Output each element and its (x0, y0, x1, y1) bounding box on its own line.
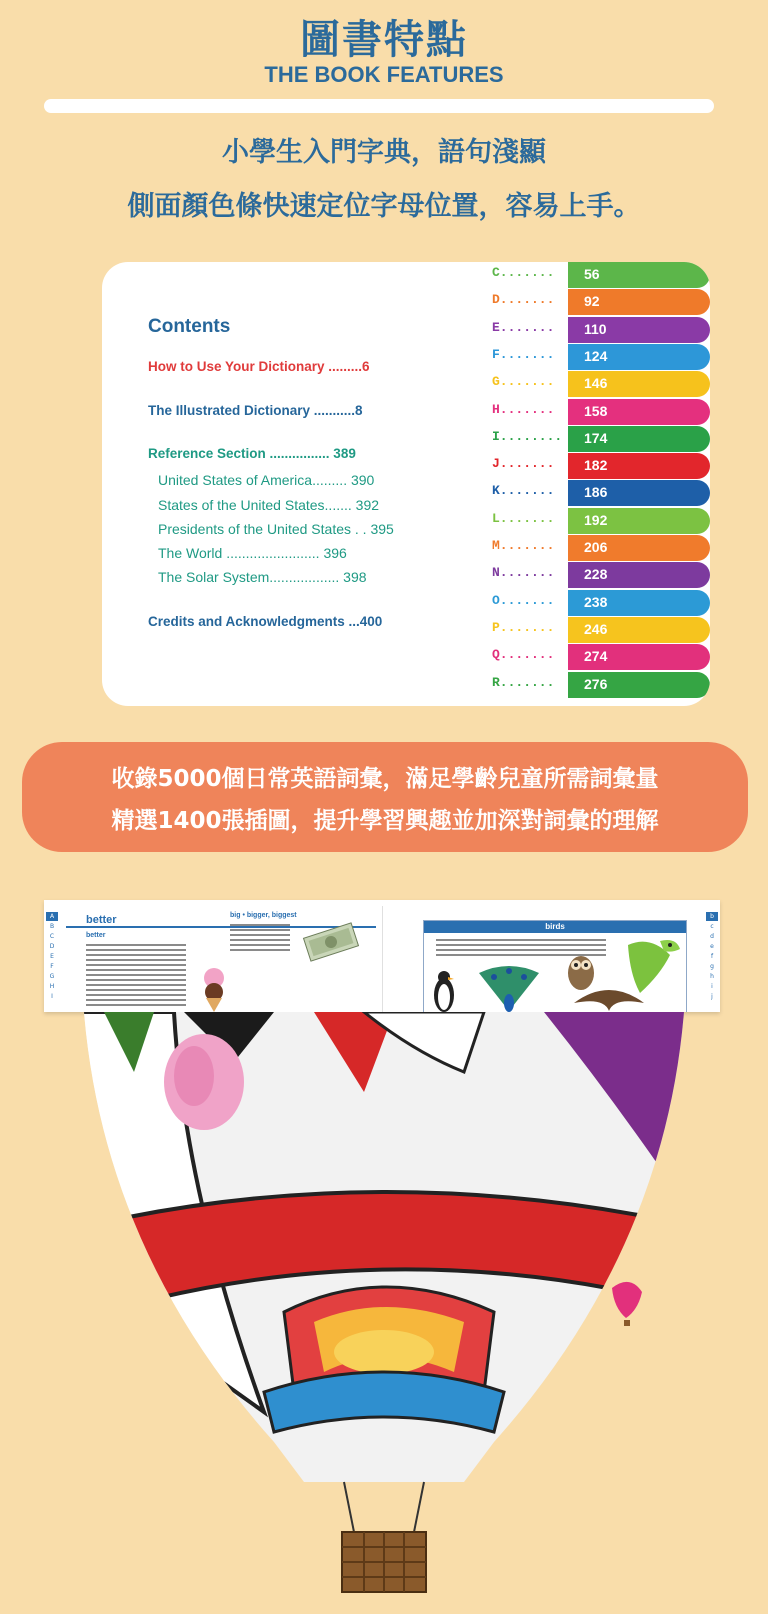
letter-label: H....... (492, 401, 555, 417)
birds-panel (423, 920, 687, 1012)
letter-color-tab (568, 480, 710, 506)
letter-label: P....... (492, 619, 555, 635)
letter-color-tab (568, 508, 710, 534)
letter-tab-row (492, 480, 710, 506)
letter-tab-row (492, 426, 710, 452)
letter-color-tab (568, 371, 710, 397)
letter-color-tab (568, 644, 710, 670)
letter-tab-row (492, 535, 710, 561)
small-balloon-icon (612, 1282, 642, 1326)
dictionary-spread (44, 906, 720, 1012)
letter-page-number: 228 (584, 566, 608, 583)
letter-tab-row (492, 562, 710, 588)
letter-color-tab (568, 289, 710, 315)
letter-label: Q....... (492, 647, 555, 663)
letter-color-tab (568, 262, 710, 288)
letter-page-number: 158 (584, 402, 608, 419)
letter-tab-row (492, 590, 710, 616)
letter-page-number: 186 (584, 484, 608, 501)
letter-page-number: 274 (584, 648, 608, 665)
letter-tab-row (492, 672, 710, 698)
letter-label: F....... (492, 346, 555, 362)
contents-entry: Credits and Acknowledgments ...400 (148, 614, 383, 629)
letter-page-number: 182 (584, 457, 608, 474)
left-page (44, 906, 382, 1012)
letter-tab-row (492, 617, 710, 643)
contents-entry: Reference Section ................ 389 (148, 446, 356, 461)
page-title-en: THE BOOK FEATURES (264, 62, 504, 87)
letter-tab-row (492, 289, 710, 315)
letter-label: K....... (492, 483, 555, 499)
letter-color-tab (568, 535, 710, 561)
letter-tab-row (492, 262, 710, 288)
entry-better: better (86, 932, 106, 939)
letter-color-tab (568, 672, 710, 698)
letter-page-number: 192 (584, 511, 608, 528)
feature-banner (22, 742, 748, 852)
contents-entry: Presidents of the United States . . 395 (158, 521, 394, 537)
letter-label: N....... (492, 565, 555, 581)
letter-label: E....... (492, 319, 555, 335)
letter-tab-row (492, 344, 710, 370)
letter-label: J....... (492, 456, 555, 472)
letter-page-number: 110 (584, 320, 607, 337)
letter-page-number: 238 (584, 593, 608, 610)
letter-label: M....... (492, 538, 555, 553)
peacock-icon (474, 963, 544, 1013)
letter-page-number: 206 (584, 539, 608, 555)
letter-label: I........ (492, 428, 563, 444)
description-line-2: 側面顏色條快速定位字母位置，容易上手。 (127, 191, 641, 222)
entry-big: big • bigger, biggest (230, 912, 297, 919)
letter-tab-row (492, 453, 710, 479)
left-side-tabs: A B C D E F G H I (46, 912, 58, 1002)
letter-label: C....... (492, 265, 555, 280)
letter-label: G....... (492, 374, 555, 390)
letter-page-number: 276 (584, 675, 608, 692)
page-title-zh: 圖書特點 (300, 17, 468, 63)
letter-tab-row (492, 317, 710, 343)
contents-title: Contents (148, 316, 231, 337)
entry-better-text (86, 944, 186, 1009)
letter-label: D....... (492, 292, 555, 308)
penguin-icon (432, 969, 456, 1013)
letter-page-number: 246 (584, 620, 608, 637)
letter-page-number: 92 (584, 293, 600, 310)
contents-card (102, 262, 710, 706)
eagle-icon (574, 983, 644, 1013)
right-side-tabs: b c d e f g h i j (706, 912, 718, 1002)
title-divider (44, 99, 714, 113)
letter-color-tab (568, 344, 710, 370)
contents-entry: The Illustrated Dictionary ...........8 (148, 403, 363, 418)
description-line-1: 小學生入門字典，語句淺顯 (222, 137, 546, 168)
money-illustration-icon (300, 920, 362, 964)
birds-panel-head: birds (424, 921, 686, 933)
contents-entry: The Solar System.................. 398 (158, 569, 367, 585)
letter-tab-row (492, 371, 710, 397)
letter-color-tab (568, 590, 710, 616)
letter-page-number: 174 (584, 429, 608, 446)
letter-tab-row (492, 644, 710, 670)
contents-entry: How to Use Your Dictionary .........6 (148, 359, 370, 374)
letter-page-number: 146 (584, 375, 608, 392)
contents-entry: The World ........................ 396 (158, 545, 347, 561)
left-page-head: better (86, 914, 117, 926)
letter-color-tab (568, 399, 710, 425)
letter-tab-row (492, 399, 710, 425)
letter-tab-row (492, 508, 710, 534)
ice-cream-icon (194, 968, 234, 1012)
contents-entry: States of the United States....... 392 (158, 497, 380, 513)
letter-color-tab (568, 317, 710, 343)
letter-page-number: 124 (584, 347, 608, 364)
banner-line-1: 收錄5000個日常英語詞彙，滿足學齡兒童所需詞彙量 (111, 766, 659, 792)
hot-air-balloon-illustration (64, 1012, 704, 1614)
banner-line-2: 精選1400張插圖，提升學習興趣並加深對詞彙的理解 (111, 808, 659, 834)
letter-color-tab (568, 426, 710, 452)
letter-label: O....... (492, 592, 555, 608)
right-page (382, 906, 720, 1012)
letter-label: L....... (492, 510, 555, 526)
letter-page-number: 56 (584, 266, 600, 282)
letter-color-tab (568, 562, 710, 588)
letter-color-tab (568, 453, 710, 479)
letter-label: R....... (492, 674, 555, 690)
letter-color-tab (568, 617, 710, 643)
contents-entry: United States of America......... 390 (158, 472, 375, 488)
entry-big-text (230, 924, 290, 954)
